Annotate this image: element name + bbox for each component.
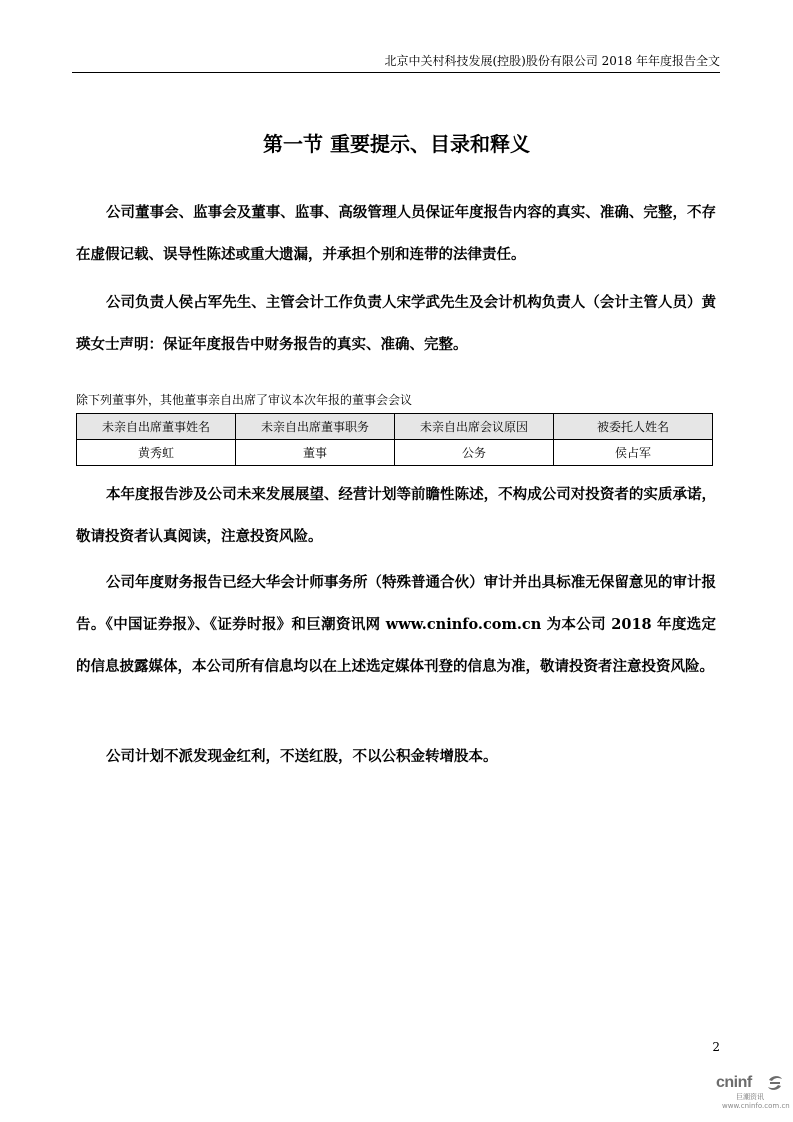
logo-brand-text: cninf [716,1074,752,1091]
logo-subtitle: 巨潮资讯 [736,1093,764,1101]
column-header: 被委托人姓名 [554,414,713,440]
header-text: 北京中关村科技发展(控股)股份有限公司 2018 年年度报告全文 [384,54,720,68]
page-header [72,52,720,73]
section-title: 第一节 重要提示、目录和释义 [263,132,530,156]
table-cell: 侯占军 [554,440,713,466]
logo-swirl-icon [766,1075,784,1091]
paragraph-dividend-plan: 公司计划不派发现金红利，不送红股，不以公积金转增股本。 [106,748,498,765]
cninfo-logo [716,1074,790,1114]
paragraph-audit-media: 公司年度财务报告已经大华会计师事务所（特殊普通合伙）审计并出具标准无保留意见的审计报告。《中国证券报》、《证券时报》和巨潮资讯网 www.cninfo.com.cn 为本公司 2018 年度选定的信息披露媒体，本公司所有信息均以在上述选定媒体刊登的信息为准，敬请投资者注意投资风险。 [76,574,716,675]
paragraph-responsible-persons: 公司负责人侯占军先生、主管会计工作负责人宋学武先生及会计机构负责人（会计主管人员）黄瑛女士声明：保证年度报告中财务报告的真实、准确、完整。 [76,294,716,353]
column-header: 未亲自出席董事姓名 [77,414,236,440]
paragraph-forward-looking: 本年度报告涉及公司未来发展展望、经营计划等前瞻性陈述，不构成公司对投资者的实质承诺，敬请投资者认真阅读，注意投资风险。 [76,486,716,545]
table-cell: 黄秀虹 [77,440,236,466]
table-caption: 除下列董事外，其他董事亲自出席了审议本次年报的董事会会议 [76,393,413,407]
logo-url: www.cninfo.com.cn [722,1102,790,1110]
paragraph-board-guarantee: 公司董事会、监事会及董事、监事、高级管理人员保证年度报告内容的真实、准确、完整，不存在虚假记载、误导性陈述或重大遗漏，并承担个别和连带的法律责任。 [76,204,716,263]
table-header-row [77,414,713,440]
absent-directors-table [76,413,713,466]
column-header: 未亲自出席会议原因 [395,414,554,440]
table-cell: 公务 [395,440,554,466]
table-cell: 董事 [236,440,395,466]
table-row [77,440,713,466]
column-header: 未亲自出席董事职务 [236,414,395,440]
page-number: 2 [712,1040,720,1054]
